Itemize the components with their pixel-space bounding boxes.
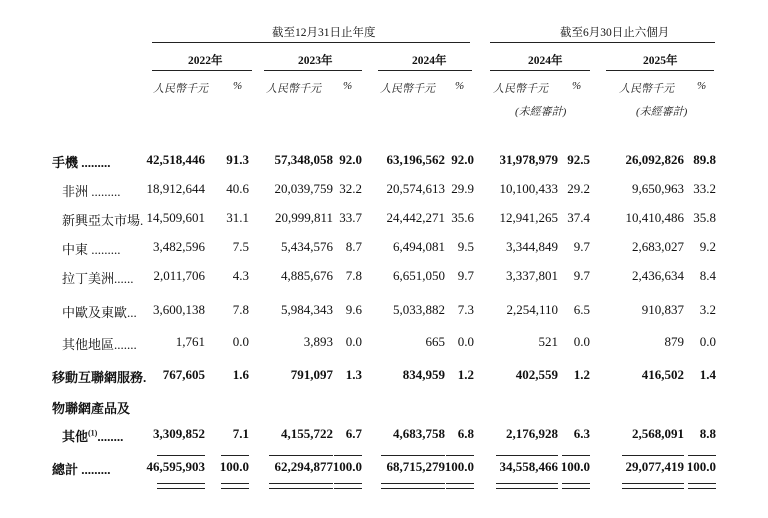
unit-label-2024-half: 人民幣千元 [493,83,548,95]
year-rule-2024-half [490,70,590,71]
pct-label-2022: % [233,80,243,92]
total-bottom-rule-2022 [157,483,205,489]
amount-cell: 18,912,644 [146,181,205,196]
pct-label-2025-half: % [697,80,707,92]
amount-cell: 34,558,466 [499,459,558,474]
year-rule-2022 [152,70,252,71]
year-header-2023: 2023年 [298,55,333,67]
percent-cell: 1.2 [457,367,474,382]
amount-cell: 10,100,433 [499,181,558,196]
percent-cell: 0.0 [457,334,474,349]
footnote-marker: (1) [88,428,98,438]
group-header-annual-rule [152,42,470,43]
amount-cell: 10,410,486 [625,210,684,225]
percent-cell: 100.0 [219,459,249,474]
row-label [62,302,137,321]
row-label [62,239,121,258]
pct-label-2024: % [455,80,465,92]
amount-cell: 68,715,279 [386,459,445,474]
percent-cell: 100.0 [444,459,474,474]
amount-cell: 3,337,801 [506,268,558,283]
amount-cell: 2,568,091 [632,426,684,441]
row-label-text: 中歐及東歐... [62,305,137,320]
percent-cell: 9.2 [699,239,716,254]
total-bottom-rule-2025-half-pct [688,483,716,489]
percent-cell: 7.1 [232,426,249,441]
row-label-text: 物聯網產品及 [52,401,131,416]
total-top-rule-2025-half-pct [688,455,716,456]
amount-cell: 1,761 [175,334,205,349]
amount-cell: 46,595,903 [146,459,205,474]
amount-cell: 29,077,419 [625,459,684,474]
group-header-half-year: 截至6月30日止六個月 [560,27,670,39]
row-label [52,367,146,386]
amount-cell: 20,999,811 [274,210,333,225]
percent-cell: 40.6 [226,181,249,196]
amount-cell: 4,885,676 [281,268,333,283]
row-label-text: 總計 ......... [52,462,111,477]
row-label [52,398,130,417]
percent-cell: 7.3 [457,302,474,317]
amount-cell: 5,984,343 [281,302,333,317]
year-header-2024-half: 2024年 [528,55,563,67]
percent-cell: 7.8 [345,268,362,283]
total-bottom-rule-2024-pct [446,483,474,489]
amount-cell: 879 [664,334,684,349]
amount-cell: 910,837 [641,302,684,317]
amount-cell: 20,574,613 [386,181,445,196]
amount-cell: 791,097 [290,367,333,382]
amount-cell: 4,155,722 [281,426,333,441]
percent-cell: 4.3 [232,268,249,283]
total-top-rule-2022-pct [221,455,249,456]
amount-cell: 3,309,852 [153,426,205,441]
amount-cell: 6,651,050 [393,268,445,283]
total-bottom-rule-2024 [381,483,445,489]
amount-cell: 834,959 [402,367,445,382]
total-top-rule-2025-half [622,455,684,456]
amount-cell: 20,039,759 [274,181,333,196]
percent-cell: 0.0 [699,334,716,349]
percent-cell: 9.7 [457,268,474,283]
amount-cell: 767,605 [162,367,205,382]
percent-cell: 33.7 [339,210,362,225]
year-rule-2025-half [606,70,714,71]
amount-cell: 3,482,596 [153,239,205,254]
amount-cell: 4,683,758 [393,426,445,441]
amount-cell: 12,941,265 [499,210,558,225]
total-bottom-rule-2024-half-pct [562,483,590,489]
total-top-rule-2024-pct [446,455,474,456]
row-label [62,268,134,287]
percent-cell: 1.2 [573,367,590,382]
percent-cell: 8.7 [345,239,362,254]
percent-cell: 35.6 [451,210,474,225]
year-header-2025-half: 2025年 [643,55,678,67]
percent-cell: 91.3 [226,152,249,167]
percent-cell: 9.5 [457,239,474,254]
percent-cell: 6.3 [573,426,590,441]
percent-cell: 32.2 [339,181,362,196]
year-header-2024: 2024年 [412,55,447,67]
percent-cell: 8.8 [699,426,716,441]
percent-cell: 92.0 [339,152,362,167]
row-label-text: 其他地區....... [62,337,137,352]
amount-cell: 57,348,058 [274,152,333,167]
percent-cell: 6.8 [457,426,474,441]
percent-cell: 9.7 [573,268,590,283]
row-label-text: 中東 ......... [62,242,121,257]
total-bottom-rule-2024-half [496,483,558,489]
row-label-text: 拉丁美洲...... [62,271,134,286]
amount-cell: 3,600,138 [153,302,205,317]
amount-cell: 5,434,576 [281,239,333,254]
amount-cell: 2,436,634 [632,268,684,283]
percent-cell: 6.5 [573,302,590,317]
percent-cell: 100.0 [686,459,716,474]
total-top-rule-2024-half [496,455,558,456]
group-header-half-year-rule [490,42,715,43]
amount-cell: 26,092,826 [625,152,684,167]
amount-cell: 3,893 [303,334,333,349]
amount-cell: 5,033,882 [393,302,445,317]
percent-cell: 9.6 [345,302,362,317]
row-label-text: 移動互聯網服務. [52,370,147,385]
pct-label-2024-half: % [572,80,582,92]
row-label-text: 新興亞太市場. [62,213,144,228]
percent-cell: 31.1 [226,210,249,225]
percent-cell: 7.8 [232,302,249,317]
unit-label-2024: 人民幣千元 [380,83,435,95]
row-label [62,181,121,200]
percent-cell: 1.3 [345,367,362,382]
percent-cell: 92.5 [567,152,590,167]
row-label [62,210,143,229]
amount-cell: 3,344,849 [506,239,558,254]
total-top-rule-2023 [269,455,333,456]
total-top-rule-2024 [381,455,445,456]
year-rule-2023 [264,70,362,71]
year-header-2022: 2022年 [188,55,223,67]
amount-cell: 42,518,446 [146,152,205,167]
total-bottom-rule-2023-pct [334,483,362,489]
amount-cell: 9,650,963 [632,181,684,196]
percent-cell: 8.4 [699,268,716,283]
percent-cell: 33.2 [693,181,716,196]
row-label [52,152,111,171]
total-top-rule-2023-pct [334,455,362,456]
percent-cell: 6.7 [345,426,362,441]
total-top-rule-2022 [157,455,205,456]
total-top-rule-2024-half-pct [562,455,590,456]
amount-cell: 62,294,877 [274,459,333,474]
row-label [52,459,111,478]
percent-cell: 100.0 [560,459,590,474]
amount-cell: 416,502 [641,367,684,382]
amount-cell: 521 [538,334,558,349]
amount-cell: 402,559 [515,367,558,382]
total-bottom-rule-2025-half [622,483,684,489]
amount-cell: 2,176,928 [506,426,558,441]
row-label-text: 其他 [62,429,89,444]
unit-label-2022: 人民幣千元 [153,83,208,95]
unaudited-note-2025-half: (未經審計) [636,106,688,118]
year-rule-2024 [378,70,472,71]
amount-cell: 2,254,110 [506,302,558,317]
pct-label-2023: % [343,80,353,92]
percent-cell: 29.9 [451,181,474,196]
row-label-text: 非洲 ......... [62,184,121,199]
row-label-text: 手機 ......... [52,155,111,170]
percent-cell: 3.2 [699,302,716,317]
percent-cell: 35.8 [693,210,716,225]
amount-cell: 31,978,979 [499,152,558,167]
percent-cell: 9.7 [573,239,590,254]
amount-cell: 63,196,562 [386,152,445,167]
row-label-dots: ........ [97,429,124,444]
unaudited-note-2024-half: (未經審計) [515,106,567,118]
total-bottom-rule-2023 [269,483,333,489]
unit-label-2023: 人民幣千元 [266,83,321,95]
percent-cell: 29.2 [567,181,590,196]
amount-cell: 14,509,601 [146,210,205,225]
amount-cell: 665 [425,334,445,349]
percent-cell: 89.8 [693,152,716,167]
percent-cell: 1.6 [232,367,249,382]
row-label [62,334,137,353]
amount-cell: 2,011,706 [153,268,205,283]
percent-cell: 1.4 [699,367,716,382]
total-bottom-rule-2022-pct [221,483,249,489]
percent-cell: 7.5 [232,239,249,254]
amount-cell: 6,494,081 [393,239,445,254]
percent-cell: 0.0 [232,334,249,349]
group-header-annual: 截至12月31日止年度 [272,27,376,39]
unit-label-2025-half: 人民幣千元 [619,83,674,95]
percent-cell: 0.0 [573,334,590,349]
percent-cell: 100.0 [332,459,362,474]
amount-cell: 2,683,027 [632,239,684,254]
percent-cell: 37.4 [567,210,590,225]
percent-cell: 0.0 [345,334,362,349]
row-label [62,426,123,445]
amount-cell: 24,442,271 [386,210,445,225]
percent-cell: 92.0 [451,152,474,167]
